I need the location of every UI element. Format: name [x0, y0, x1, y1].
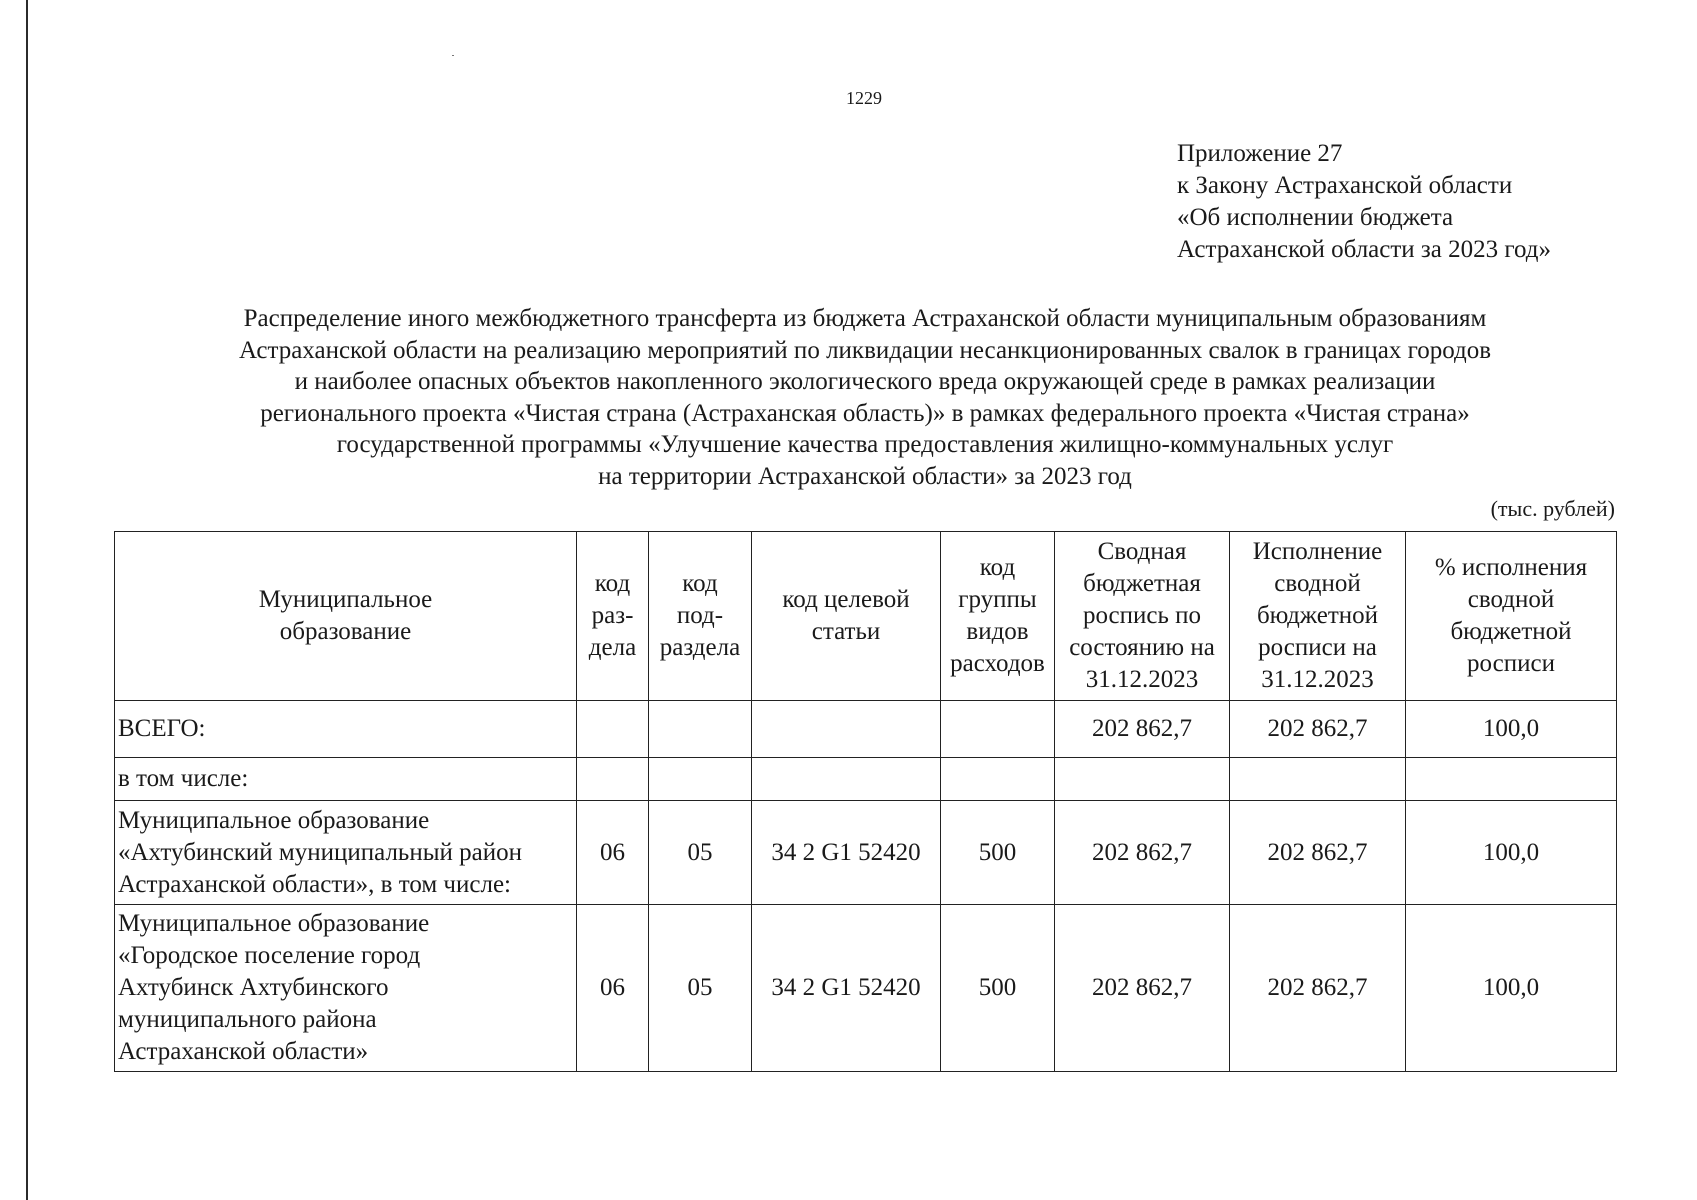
header-budget-plan: [1055, 532, 1230, 701]
title-line: регионального проекта «Чистая страна (Астраханская область)» в рамках федерального проекта «Чистая страна»: [260, 399, 1470, 427]
header-line: росписи: [1467, 650, 1555, 677]
title-line: Распределение иного межбюджетного трансферта из бюджета Астраханской области муниципальным образованиям: [243, 305, 1487, 332]
cell-section-code: 06: [577, 801, 649, 905]
cell-line: Муниципальное образование: [118, 910, 430, 937]
header-line: 31.12.2023: [1261, 666, 1374, 693]
header-line: сводной: [1467, 586, 1555, 613]
header-line: Исполнение: [1252, 538, 1383, 565]
header-line: образование: [279, 618, 412, 645]
scan-speck: [452, 55, 454, 56]
cell-target-code: [752, 701, 941, 758]
header-line: код целевой: [782, 586, 910, 613]
header-line: Муниципальное: [258, 586, 433, 613]
cell-budget-plan: 202 862,7: [1055, 701, 1230, 758]
cell-target-code: 34 2 G1 52420: [752, 905, 941, 1072]
cell-execution-percent: [1406, 758, 1617, 801]
cell-execution: 202 862,7: [1230, 905, 1406, 1072]
header-line: росписи на: [1258, 634, 1377, 661]
title-line: государственной программы «Улучшение качества предоставления жилищно-коммунальных услуг: [336, 431, 1394, 458]
header-line: состоянию на: [1069, 634, 1215, 661]
budget-table: [114, 531, 1617, 1072]
header-expense-group: [941, 532, 1055, 701]
header-line: бюджетной: [1450, 618, 1572, 645]
title-line: Астраханской области на реализацию мероприятий по ликвидации несанкционированных свалок в границах городов: [238, 336, 1492, 364]
header-line: % исполнения: [1434, 554, 1588, 581]
header-line: статьи: [811, 618, 881, 645]
header-line: бюджетная: [1083, 570, 1201, 597]
cell-line: Муниципальное образование: [118, 806, 430, 834]
cell-subsection-code: [649, 758, 752, 801]
cell-expense-group: 500: [941, 801, 1055, 905]
cell-execution: 202 862,7: [1230, 701, 1406, 758]
header-execution: [1230, 532, 1406, 701]
header-line: код: [594, 570, 631, 597]
cell-line: муниципального района: [118, 1006, 377, 1033]
table-row-including: [115, 758, 1617, 801]
cell-execution: 202 862,7: [1230, 801, 1406, 905]
cell-budget-plan: 202 862,7: [1055, 905, 1230, 1072]
table-row-akhtubinsky-district: [115, 801, 1617, 905]
cell-municipality: [115, 905, 577, 1072]
cell-target-code: [752, 758, 941, 801]
cell-line: ВСЕГО:: [118, 715, 206, 742]
cell-line: Астраханской области», в том числе:: [118, 870, 511, 898]
cell-subsection-code: 05: [649, 801, 752, 905]
header-line: бюджетной: [1256, 602, 1379, 629]
cell-section-code: 06: [577, 905, 649, 1072]
header-line: группы: [958, 586, 1037, 613]
cell-expense-group: [941, 701, 1055, 758]
appendix-line: Астраханской области за 2023 год»: [1177, 236, 1552, 263]
cell-budget-plan: [1055, 758, 1230, 801]
cell-municipality: [115, 801, 577, 905]
header-line: код: [682, 570, 718, 597]
header-execution-percent: [1406, 532, 1617, 701]
table-header-row: [115, 532, 1617, 701]
header-line: Сводная: [1097, 538, 1187, 565]
header-line: роспись по: [1082, 602, 1202, 629]
cell-execution-percent: 100,0: [1406, 801, 1617, 905]
cell-expense-group: [941, 758, 1055, 801]
document-title: [140, 303, 1590, 492]
cell-execution-percent: 100,0: [1406, 701, 1617, 758]
cell-line: Ахтубинск Ахтубинского: [118, 974, 389, 1001]
cell-section-code: [577, 758, 649, 801]
header-target-code: [752, 532, 941, 701]
title-line: и наиболее опасных объектов накопленного экологического вреда окружающей среде в рамках реализации: [294, 368, 1436, 395]
cell-municipality: [115, 758, 577, 801]
page-number: 1229: [846, 88, 882, 108]
table-row-akhtubinsk-city: [115, 905, 1617, 1072]
header-subsection-code: [649, 532, 752, 701]
appendix-line: к Закону Астраханской области: [1177, 172, 1513, 199]
appendix-block: [1177, 138, 1551, 266]
cell-execution-percent: 100,0: [1406, 905, 1617, 1072]
cell-section-code: [577, 701, 649, 758]
table-row-total: [115, 701, 1617, 758]
left-margin-rule: [26, 0, 28, 1200]
header-line: раз-: [591, 602, 634, 629]
cell-expense-group: 500: [941, 905, 1055, 1072]
cell-subsection-code: [649, 701, 752, 758]
header-line: под-: [676, 602, 724, 629]
cell-line: в том числе:: [118, 765, 249, 792]
header-line: сводной: [1274, 570, 1361, 597]
header-line: дела: [588, 634, 637, 661]
appendix-line: Приложение 27: [1177, 140, 1343, 167]
title-line: на территории Астраханской области» за 2023 год: [598, 462, 1132, 490]
cell-line: «Городское поселение город: [118, 942, 421, 969]
cell-municipality: [115, 701, 577, 758]
cell-line: «Ахтубинский муниципальный район: [118, 838, 522, 866]
appendix-line: «Об исполнении бюджета: [1177, 204, 1454, 231]
cell-line: Астраханской области»: [118, 1038, 369, 1065]
header-line: код: [979, 554, 1016, 581]
header-municipality: [115, 532, 577, 701]
header-line: раздела: [659, 634, 741, 661]
header-section-code: [577, 532, 649, 701]
cell-target-code: 34 2 G1 52420: [752, 801, 941, 905]
cell-budget-plan: 202 862,7: [1055, 801, 1230, 905]
header-line: расходов: [950, 650, 1045, 677]
cell-subsection-code: 05: [649, 905, 752, 1072]
cell-execution: [1230, 758, 1406, 801]
header-line: видов: [966, 618, 1029, 645]
units-label: (тыс. рублей): [1490, 496, 1615, 521]
header-line: 31.12.2023: [1085, 666, 1199, 693]
